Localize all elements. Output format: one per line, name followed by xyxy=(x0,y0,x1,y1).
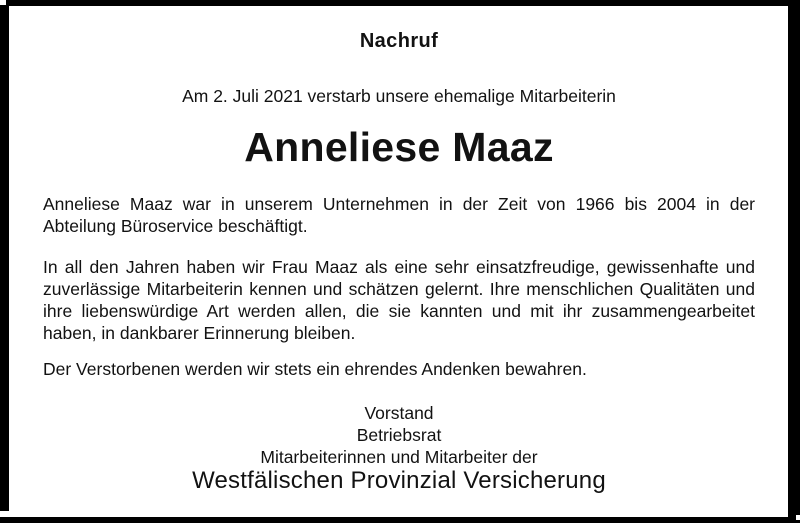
obituary-paragraph-appreciation: In all den Jahren haben wir Frau Maaz als eine sehr einsatzfreudige, gewissenhafte und zuverlässige Mitarbeiterin kennen und schätzen gelernt. Ihre menschlichen Qualitäten und ihre liebenswürdige Art werden allen, die sie kannten und mit ihr zusammengearbeitet haben, in dankbarer Erinnerung bleiben. xyxy=(43,257,755,343)
signature-block xyxy=(43,402,755,494)
signatory-vorstand: Vorstand xyxy=(364,403,434,423)
scan-frame-left xyxy=(0,5,9,511)
obituary-content xyxy=(43,0,755,494)
scan-frame-corner-notch xyxy=(796,515,800,520)
obituary-paragraph-employment: Anneliese Maaz war in unserem Unternehmen in der Zeit von 1966 bis 2004 in der Abteilung Büroservice beschäftigt. xyxy=(43,194,755,236)
scan-frame-right xyxy=(788,0,800,523)
organization-name: Westfälischen Provinzial Versicherung xyxy=(192,467,606,494)
deceased-name: Anneliese Maaz xyxy=(244,124,554,170)
signatory-mitarbeiter: Mitarbeiterinnen und Mitarbeiter der xyxy=(260,447,538,467)
obituary-intro-line: Am 2. Juli 2021 verstarb unsere ehemalige Mitarbeiterin xyxy=(182,86,616,106)
scan-frame-bottom xyxy=(0,517,800,523)
obituary-paragraph-remembrance: Der Verstorbenen werden wir stets ein ehrendes Andenken bewahren. xyxy=(43,359,587,379)
obituary-header: Nachruf xyxy=(359,30,439,52)
signatory-betriebsrat: Betriebsrat xyxy=(356,425,442,445)
